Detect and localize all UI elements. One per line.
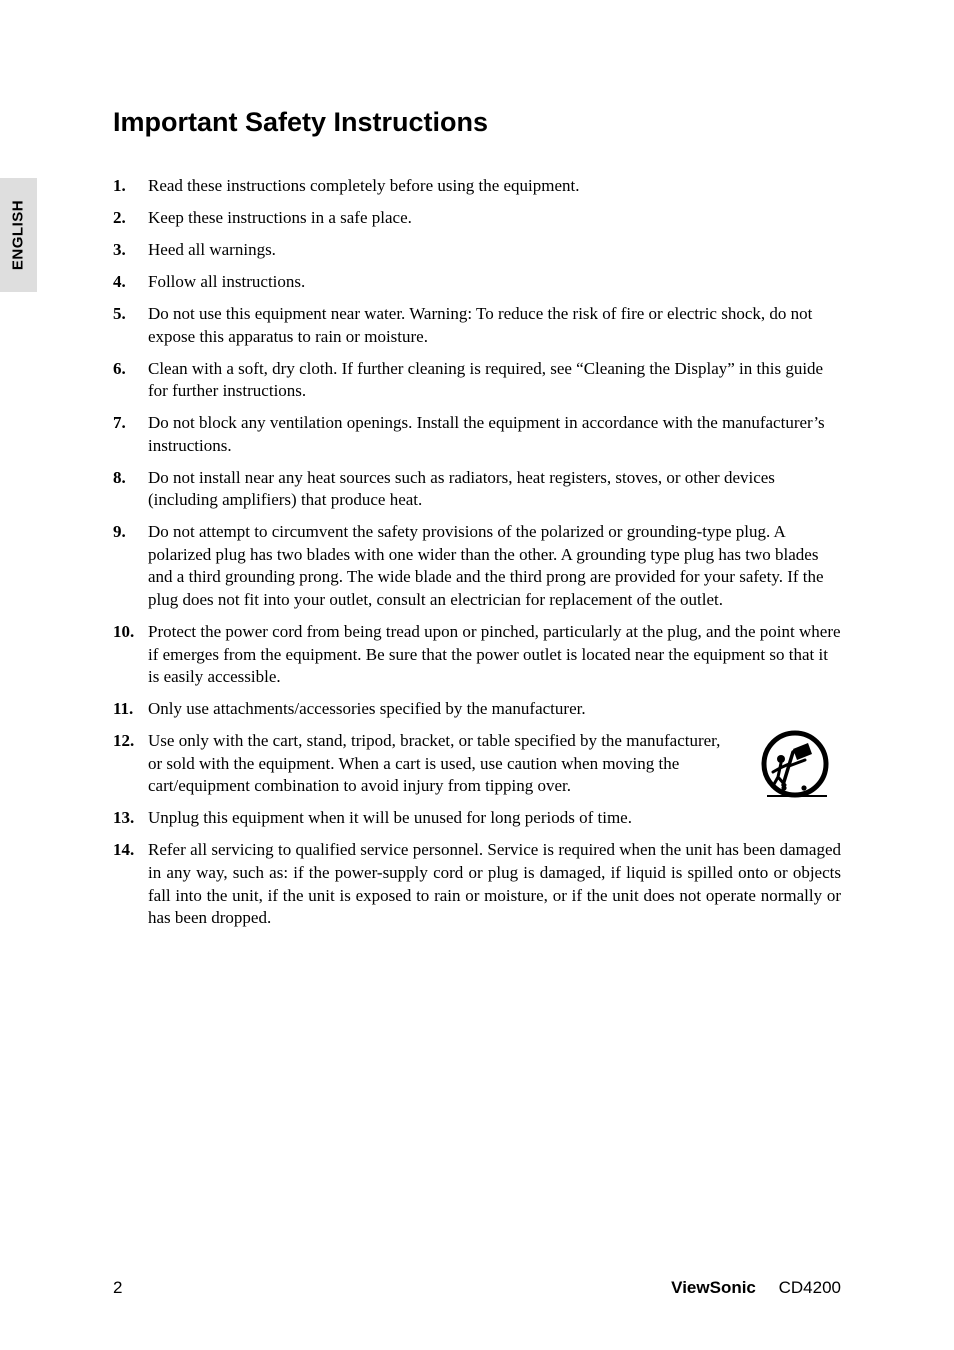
instruction-item-14: [113, 839, 841, 929]
instruction-text: Do not attempt to circumvent the safety provisions of the polarized or grounding-type plug. A polarized plug has two blades with one wider than the other. A grounding type plug has two blades and a third grounding prong. The wide blade and the third prong are provided for your safety. If the plug does not fit into your outlet, consult an electrician for replacement of the outlet.: [148, 522, 824, 610]
instruction-number: 13.: [113, 808, 135, 828]
footer-model: CD4200: [778, 1278, 841, 1297]
instruction-number: 6.: [113, 358, 126, 378]
instruction-item-11: [113, 698, 841, 721]
instruction-item-13: [113, 807, 841, 830]
instruction-text: Read these instructions completely before using the equipment.: [148, 176, 580, 195]
footer-product: [671, 1276, 841, 1300]
instruction-text: Clean with a soft, dry cloth. If further cleaning is required, see “Cleaning the Display” in this guide for further instructions.: [148, 358, 824, 401]
instruction-number: 2.: [113, 207, 126, 227]
instruction-text: Use only with the cart, stand, tripod, bracket, or table specified by the manufacturer, or sold with the equipment. When a cart is used, use caution when moving the cart/equipment combination to avoid injury from tipping over.: [148, 731, 721, 796]
instruction-item-1: [113, 175, 841, 198]
instruction-item-3: [113, 239, 841, 262]
page-number: 2: [113, 1278, 123, 1297]
cart-tip-over-warning-icon: [759, 730, 831, 802]
instruction-text: Keep these instructions in a safe place.: [148, 207, 412, 227]
instruction-text: Protect the power cord from being tread upon or pinched, particularly at the plug, and the point where if emerges from the equipment. Be sure that the power outlet is located near the equipment so that it is easily accessible.: [148, 622, 841, 687]
instruction-number: 7.: [113, 413, 126, 433]
instruction-item-10: [113, 621, 841, 689]
instruction-number: 3.: [113, 239, 126, 259]
instruction-number: 14.: [113, 840, 135, 860]
instruction-text: Only use attachments/accessories specified by the manufacturer.: [148, 699, 586, 719]
instruction-item-4: [113, 271, 841, 294]
instruction-item-6: [113, 358, 841, 403]
instruction-item-12: [113, 730, 841, 798]
footer-brand: ViewSonic: [671, 1278, 756, 1297]
page-footer: [113, 1276, 841, 1300]
instruction-number: 10.: [113, 622, 135, 642]
instruction-number: 11.: [113, 699, 134, 719]
instruction-list: [113, 175, 841, 939]
instruction-text: Unplug this equipment when it will be unused for long periods of time.: [148, 808, 632, 828]
instruction-number: 1.: [113, 176, 126, 195]
instruction-text: Follow all instructions.: [148, 271, 306, 291]
instruction-text: Refer all servicing to qualified service personnel. Service is required when the unit has been damaged in any way, such as: if the power-supply cord or plug is damaged, if liquid is spilled onto or objects fall into the unit, if the unit is exposed to rain or moisture, or if the unit does not operate normally or has been dropped.: [148, 840, 841, 928]
instruction-number: 8.: [113, 467, 126, 487]
instruction-item-2: [113, 207, 841, 230]
instruction-item-8: [113, 467, 841, 512]
instruction-text: Do not install near any heat sources such as radiators, heat registers, stoves, or other devices (including amplifiers) that produce heat.: [148, 467, 775, 510]
instruction-number: 5.: [113, 303, 126, 323]
instruction-item-5: [113, 303, 841, 348]
instruction-number: 9.: [113, 522, 126, 542]
instruction-text: Do not block any ventilation openings. Install the equipment in accordance with the manufacturer’s instructions.: [148, 413, 825, 455]
instruction-text: Do not use this equipment near water. Warning: To reduce the risk of fire or electric shock, do not expose this apparatus to rain or moisture.: [148, 303, 813, 346]
language-tab: [0, 178, 37, 292]
language-tab-label: ENGLISH: [9, 199, 27, 271]
page-title: Important Safety Instructions: [113, 107, 489, 137]
instruction-text: Heed all warnings.: [148, 239, 276, 259]
instruction-item-7: [113, 412, 841, 457]
instruction-item-9: [113, 521, 841, 611]
instruction-number: 12.: [113, 731, 135, 751]
instruction-number: 4.: [113, 271, 126, 291]
